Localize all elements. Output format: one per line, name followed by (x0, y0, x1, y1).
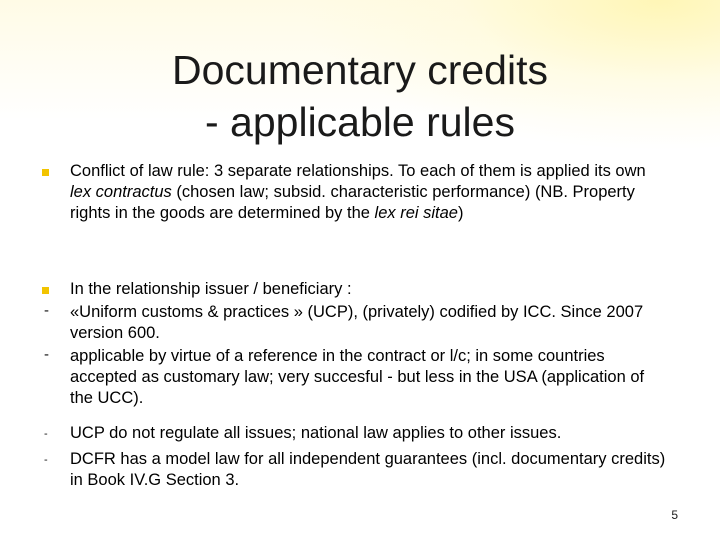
dash-marker: - (44, 302, 49, 319)
dash-marker: - (44, 428, 48, 440)
bullet-text: Conflict of law rule: 3 separate relationships. To each of them is applied its own (70, 162, 646, 180)
bullet-issuer-beneficiary: In the relationship issuer / beneficiary : (70, 280, 352, 298)
dash-marker: - (44, 454, 48, 466)
slide-title-line-2: - applicable rules (205, 99, 515, 145)
bullet-text: ) (457, 204, 464, 222)
slide-title-line-1: Documentary credits (172, 47, 548, 93)
subitem-dcfr: DCFR has a model law for all independent guarantees (incl. documentary credits) in Book IV.G Section 3. (70, 450, 666, 489)
bullet-conflict-of-law (70, 161, 670, 224)
bullet-text: (chosen law; subsid. characteristic performance) (NB. Property rights in the goods are determined by the (70, 183, 635, 222)
square-bullet-icon (42, 287, 49, 294)
subitem-ucp-issues: UCP do not regulate all issues; national law applies to other issues. (70, 424, 562, 442)
italic-term: lex rei sitae (374, 204, 458, 222)
square-bullet-icon (42, 169, 49, 176)
page-number: 5 (671, 508, 678, 522)
italic-term: lex contractus (70, 183, 172, 201)
slide-title (0, 44, 720, 148)
subitem-applicable: applicable by virtue of a reference in the contract or l/c; in some countries accepted as customary law; very succesful - but less in the USA (application of the UCC). (70, 347, 645, 407)
dash-marker: - (44, 346, 49, 363)
subitem-ucp: «Uniform customs & practices » (UCP), (privately) codified by ICC. Since 2007 version 600. (70, 303, 644, 342)
